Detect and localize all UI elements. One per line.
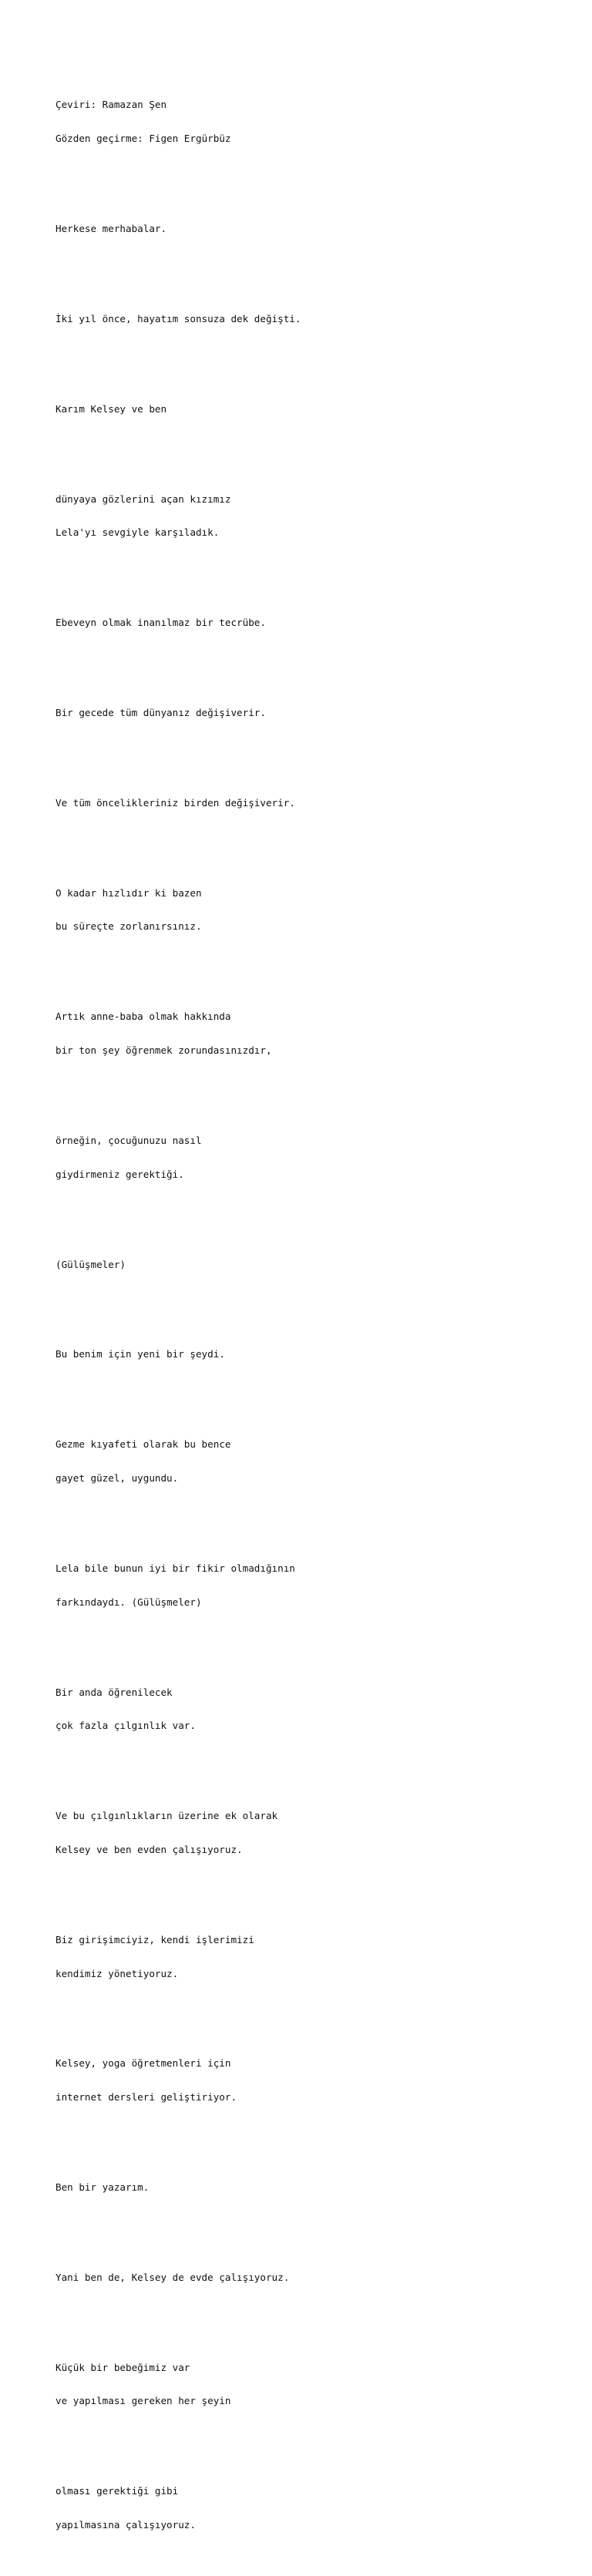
document-page: [56, 55, 564, 2576]
paragraph: [56, 1912, 564, 2003]
paragraph: [56, 989, 564, 1079]
text-line: bu süreçte zorlanırsınız.: [56, 920, 202, 933]
paragraph: [56, 1327, 564, 1383]
paragraph: [56, 1788, 564, 1878]
text-line: olması gerektiği gibi: [56, 2485, 179, 2497]
translator-credit: Çeviri: Ramazan Şen: [56, 99, 167, 111]
text-line: Kelsey, yoga öğretmenleri için: [56, 2057, 231, 2070]
text-line: Ve tüm öncelikleriniz birden değişiverir.: [56, 796, 295, 809]
paragraph: [56, 382, 564, 438]
paragraph: [56, 2036, 564, 2126]
text-line: Gezme kıyafeti olarak bu bence: [56, 1438, 231, 1451]
paragraph: [56, 471, 564, 561]
text-line: Bir anda öğrenilecek: [56, 1686, 173, 1698]
text-line: Küçük bir bebeğimiz var: [56, 2361, 190, 2373]
text-line: Ebeveyn olmak inanılmaz bir tecrübe.: [56, 617, 266, 629]
text-line: farkındaydı. (Gülüşmeler): [56, 1596, 202, 1608]
paragraph: [56, 1236, 564, 1293]
paragraph: [56, 1541, 564, 1631]
text-line: İki yıl önce, hayatım sonsuza dek değişti.: [56, 312, 301, 325]
text-line: Yani ben de, Kelsey de evde çalışıyoruz.: [56, 2271, 290, 2283]
credits-paragraph: [56, 77, 564, 167]
paragraph: [56, 291, 564, 348]
paragraph: [56, 775, 564, 832]
text-line: çok fazla çılgınlık var.: [56, 1720, 196, 1732]
text-line: Ben bir yazarım.: [56, 2181, 150, 2193]
text-line: Karım Kelsey ve ben: [56, 402, 167, 415]
paragraph: [56, 595, 564, 651]
text-line: örneğin, çocuğunuzu nasıl: [56, 1134, 202, 1146]
text-line: dünyaya gözlerini açan kızımız: [56, 493, 231, 505]
text-line: ve yapılması gereken her şeyin: [56, 2395, 231, 2407]
text-line: giydirmeniz gerektiği.: [56, 1168, 184, 1180]
text-line: Ve bu çılgınlıkların üzerine ek olarak: [56, 1810, 278, 1822]
text-line: Bir gecede tüm dünyanız değişiverir.: [56, 707, 266, 718]
reviewer-credit: Gözden geçirme: Figen Ergürbüz: [56, 133, 231, 145]
text-line: gayet güzel, uygundu.: [56, 1472, 179, 1485]
text-line: Lela bile bunun iyi bir fikir olmadığının: [56, 1562, 295, 1574]
text-line: Kelsey ve ben evden çalışıyoruz.: [56, 1843, 243, 1855]
paragraph: [56, 866, 564, 956]
text-line: Artık anne-baba olmak hakkında: [56, 1011, 231, 1023]
text-line: Herkese merhabalar.: [56, 223, 167, 234]
text-line: bir ton şey öğrenmek zorundasınızdır,: [56, 1044, 272, 1057]
text-line: yapılmasına çalışıyoruz.: [56, 2519, 196, 2531]
paragraph: [56, 685, 564, 742]
paragraph: [56, 1113, 564, 1203]
paragraph: [56, 2160, 564, 2216]
text-line: Bu benim için yeni bir şeydi.: [56, 1348, 225, 1360]
paragraph: [56, 1417, 564, 1507]
paragraph: [56, 2463, 564, 2554]
paragraph: [56, 201, 564, 257]
paragraph: [56, 2250, 564, 2306]
text-line: internet dersleri geliştiriyor.: [56, 2091, 237, 2104]
text-line: O kadar hızlıdır ki bazen: [56, 886, 202, 899]
paragraph: [56, 1664, 564, 1754]
text-line: Biz girişimciyiz, kendi işlerimizi: [56, 1933, 254, 1945]
paragraph: [56, 2340, 564, 2430]
text-line: (Gülüşmeler): [56, 1258, 126, 1270]
text-line: kendimiz yönetiyoruz.: [56, 1967, 179, 1979]
text-line: Lela'yı sevgiyle karşıladık.: [56, 526, 220, 539]
